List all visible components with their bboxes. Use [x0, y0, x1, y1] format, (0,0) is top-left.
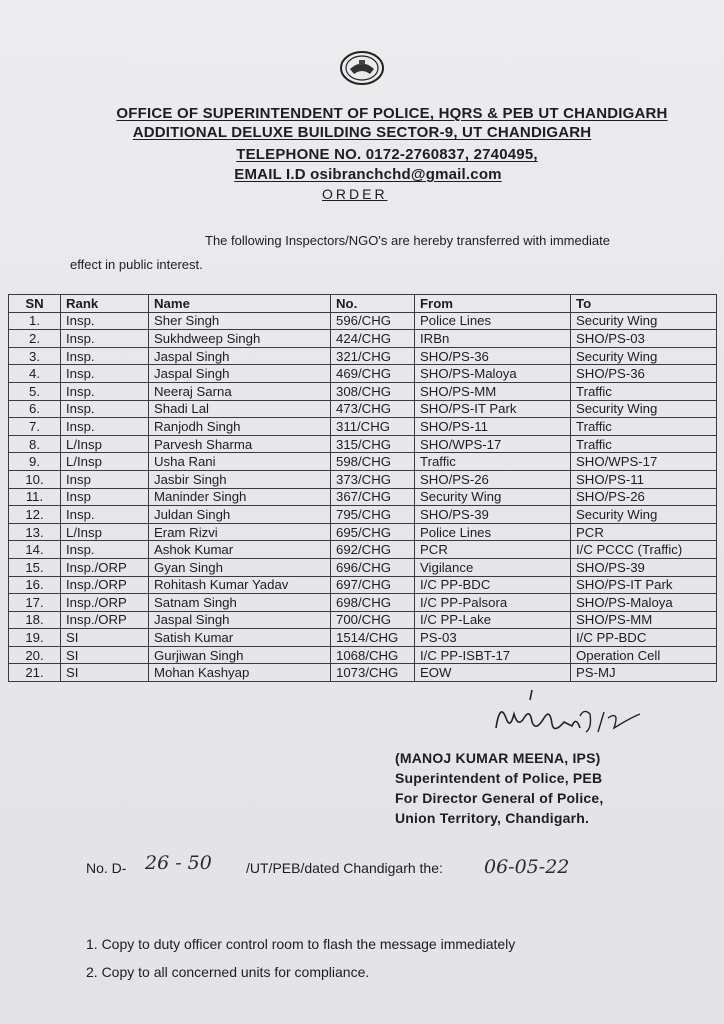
table-row [9, 646, 717, 664]
table-row [9, 365, 717, 383]
cell-rank: Insp. [61, 330, 149, 348]
cell-to: Traffic [571, 418, 717, 436]
cell-from: I/C PP-ISBT-17 [415, 646, 571, 664]
cell-rank: Insp [61, 470, 149, 488]
table-row [9, 594, 717, 612]
intro-line-1: The following Inspectors/NGO's are hereby transferred with immediate [205, 233, 610, 248]
cell-rank: L/Insp [61, 435, 149, 453]
cell-from: Security Wing [415, 488, 571, 506]
copy-item: 1. Copy to duty officer control room to flash the message immediately [86, 936, 516, 952]
handwritten-signature [480, 688, 650, 748]
cell-no: 311/CHG [331, 418, 415, 436]
cell-no: 424/CHG [331, 330, 415, 348]
cell-to: SHO/PS-Maloya [571, 594, 717, 612]
cell-to: SHO/PS-36 [571, 365, 717, 383]
cell-no: 315/CHG [331, 435, 415, 453]
cell-from: SHO/PS-26 [415, 470, 571, 488]
cell-sn: 8. [9, 435, 61, 453]
cell-name: Ranjodh Singh [149, 418, 331, 436]
cell-rank: Insp. [61, 506, 149, 524]
reference-date: 06-05-22 [484, 856, 570, 878]
cell-sn: 6. [9, 400, 61, 418]
cell-name: Gurjiwan Singh [149, 646, 331, 664]
table-row [9, 347, 717, 365]
cell-to: SHO/PS-26 [571, 488, 717, 506]
cell-to: SHO/WPS-17 [571, 453, 717, 471]
cell-sn: 4. [9, 365, 61, 383]
cell-from: I/C PP-BDC [415, 576, 571, 594]
reference-prefix: No. D- [86, 860, 127, 876]
cell-no: 696/CHG [331, 558, 415, 576]
office-title: OFFICE OF SUPERINTENDENT OF POLICE, HQRS & PEB UT CHANDIGARH [116, 105, 668, 122]
cell-no: 367/CHG [331, 488, 415, 506]
cell-to: SHO/PS-11 [571, 470, 717, 488]
cell-from: Traffic [415, 453, 571, 471]
cell-rank: SI [61, 646, 149, 664]
cell-name: Sukhdweep Singh [149, 330, 331, 348]
table-row [9, 506, 717, 524]
police-emblem-icon [339, 50, 385, 86]
cell-no: 308/CHG [331, 382, 415, 400]
cell-sn: 5. [9, 382, 61, 400]
cell-sn: 18. [9, 611, 61, 629]
cell-name: Jaspal Singh [149, 611, 331, 629]
cell-name: Rohitash Kumar Yadav [149, 576, 331, 594]
cell-sn: 11. [9, 488, 61, 506]
cell-rank: L/Insp [61, 523, 149, 541]
table-row [9, 611, 717, 629]
cell-rank: SI [61, 629, 149, 647]
cell-name: Satish Kumar [149, 629, 331, 647]
cell-from: SHO/WPS-17 [415, 435, 571, 453]
cell-no: 692/CHG [331, 541, 415, 559]
signatory-title: Superintendent of Police, PEB [395, 770, 603, 786]
reference-number: 26 - 50 [145, 852, 212, 874]
table-row [9, 453, 717, 471]
cell-to: Security Wing [571, 312, 717, 330]
cell-sn: 13. [9, 523, 61, 541]
col-header-from: From [415, 295, 571, 313]
cell-from: I/C PP-Palsora [415, 594, 571, 612]
order-heading: ORDER [322, 186, 388, 202]
cell-rank: Insp./ORP [61, 558, 149, 576]
cell-sn: 20. [9, 646, 61, 664]
cell-rank: Insp. [61, 400, 149, 418]
cell-name: Ashok Kumar [149, 541, 331, 559]
cell-name: Jaspal Singh [149, 365, 331, 383]
table-row [9, 382, 717, 400]
intro-line-2: effect in public interest. [70, 257, 203, 272]
cell-rank: Insp./ORP [61, 611, 149, 629]
cell-from: SHO/PS-39 [415, 506, 571, 524]
cell-rank: Insp./ORP [61, 576, 149, 594]
cell-to: I/C PP-BDC [571, 629, 717, 647]
cell-no: 321/CHG [331, 347, 415, 365]
cell-no: 469/CHG [331, 365, 415, 383]
cell-sn: 2. [9, 330, 61, 348]
table-row [9, 330, 717, 348]
cell-to: Security Wing [571, 347, 717, 365]
cell-rank: L/Insp [61, 453, 149, 471]
cell-to: PCR [571, 523, 717, 541]
cell-name: Mohan Kashyap [149, 664, 331, 682]
cell-rank: Insp. [61, 418, 149, 436]
cell-from: Police Lines [415, 523, 571, 541]
table-row [9, 576, 717, 594]
cell-rank: SI [61, 664, 149, 682]
cell-no: 473/CHG [331, 400, 415, 418]
cell-to: Traffic [571, 435, 717, 453]
cell-sn: 12. [9, 506, 61, 524]
transfer-table [8, 294, 717, 682]
cell-rank: Insp. [61, 365, 149, 383]
col-header-name: Name [149, 295, 331, 313]
cell-from: PCR [415, 541, 571, 559]
table-row [9, 629, 717, 647]
cell-to: Security Wing [571, 506, 717, 524]
cell-sn: 15. [9, 558, 61, 576]
cell-name: Neeraj Sarna [149, 382, 331, 400]
col-header-no: No. [331, 295, 415, 313]
cell-rank: Insp [61, 488, 149, 506]
cell-from: Police Lines [415, 312, 571, 330]
cell-sn: 17. [9, 594, 61, 612]
cell-no: 695/CHG [331, 523, 415, 541]
cell-sn: 9. [9, 453, 61, 471]
table-row [9, 664, 717, 682]
cell-no: 697/CHG [331, 576, 415, 594]
cell-name: Eram Rizvi [149, 523, 331, 541]
cell-no: 698/CHG [331, 594, 415, 612]
cell-sn: 10. [9, 470, 61, 488]
cell-name: Parvesh Sharma [149, 435, 331, 453]
table-row [9, 541, 717, 559]
cell-sn: 14. [9, 541, 61, 559]
cell-no: 598/CHG [331, 453, 415, 471]
cell-no: 596/CHG [331, 312, 415, 330]
cell-name: Jaspal Singh [149, 347, 331, 365]
copy-item: 2. Copy to all concerned units for compliance. [86, 964, 370, 980]
col-header-rank: Rank [61, 295, 149, 313]
cell-to: Traffic [571, 382, 717, 400]
cell-to: SHO/PS-03 [571, 330, 717, 348]
office-telephone: TELEPHONE NO. 0172-2760837, 2740495, [236, 146, 538, 163]
table-row [9, 418, 717, 436]
cell-sn: 19. [9, 629, 61, 647]
cell-to: Operation Cell [571, 646, 717, 664]
table-row [9, 523, 717, 541]
cell-to: SHO/PS-IT Park [571, 576, 717, 594]
signatory-for-line: For Director General of Police, [395, 790, 604, 806]
reference-middle: /UT/PEB/dated Chandigarh the: [246, 860, 443, 876]
cell-from: PS-03 [415, 629, 571, 647]
table-row [9, 435, 717, 453]
signatory-name: (MANOJ KUMAR MEENA, IPS) [395, 750, 601, 766]
cell-no: 1514/CHG [331, 629, 415, 647]
cell-rank: Insp. [61, 541, 149, 559]
office-email: EMAIL I.D osibranchchd@gmail.com [234, 166, 502, 183]
cell-from: SHO/PS-MM [415, 382, 571, 400]
cell-no: 1068/CHG [331, 646, 415, 664]
table-row [9, 400, 717, 418]
cell-no: 795/CHG [331, 506, 415, 524]
cell-from: SHO/PS-Maloya [415, 365, 571, 383]
table-row [9, 488, 717, 506]
cell-from: IRBn [415, 330, 571, 348]
cell-name: Shadi Lal [149, 400, 331, 418]
cell-name: Satnam Singh [149, 594, 331, 612]
cell-from: SHO/PS-36 [415, 347, 571, 365]
cell-no: 373/CHG [331, 470, 415, 488]
cell-no: 700/CHG [331, 611, 415, 629]
cell-name: Sher Singh [149, 312, 331, 330]
cell-rank: Insp./ORP [61, 594, 149, 612]
cell-to: SHO/PS-39 [571, 558, 717, 576]
cell-to: Security Wing [571, 400, 717, 418]
cell-name: Jasbir Singh [149, 470, 331, 488]
cell-rank: Insp. [61, 347, 149, 365]
cell-rank: Insp. [61, 382, 149, 400]
cell-to: PS-MJ [571, 664, 717, 682]
cell-from: EOW [415, 664, 571, 682]
col-header-to: To [571, 295, 717, 313]
cell-rank: Insp. [61, 312, 149, 330]
cell-sn: 16. [9, 576, 61, 594]
signatory-place: Union Territory, Chandigarh. [395, 810, 590, 826]
cell-no: 1073/CHG [331, 664, 415, 682]
cell-sn: 7. [9, 418, 61, 436]
cell-from: I/C PP-Lake [415, 611, 571, 629]
table-header-row [9, 295, 717, 313]
cell-name: Maninder Singh [149, 488, 331, 506]
cell-to: I/C PCCC (Traffic) [571, 541, 717, 559]
cell-from: Vigilance [415, 558, 571, 576]
cell-name: Gyan Singh [149, 558, 331, 576]
cell-sn: 3. [9, 347, 61, 365]
cell-sn: 21. [9, 664, 61, 682]
cell-from: SHO/PS-11 [415, 418, 571, 436]
office-address: ADDITIONAL DELUXE BUILDING SECTOR-9, UT CHANDIGARH [132, 124, 592, 141]
table-row [9, 558, 717, 576]
col-header-sn: SN [9, 295, 61, 313]
table-row [9, 470, 717, 488]
cell-to: SHO/PS-MM [571, 611, 717, 629]
cell-from: SHO/PS-IT Park [415, 400, 571, 418]
cell-name: Usha Rani [149, 453, 331, 471]
cell-sn: 1. [9, 312, 61, 330]
table-row [9, 312, 717, 330]
cell-name: Juldan Singh [149, 506, 331, 524]
